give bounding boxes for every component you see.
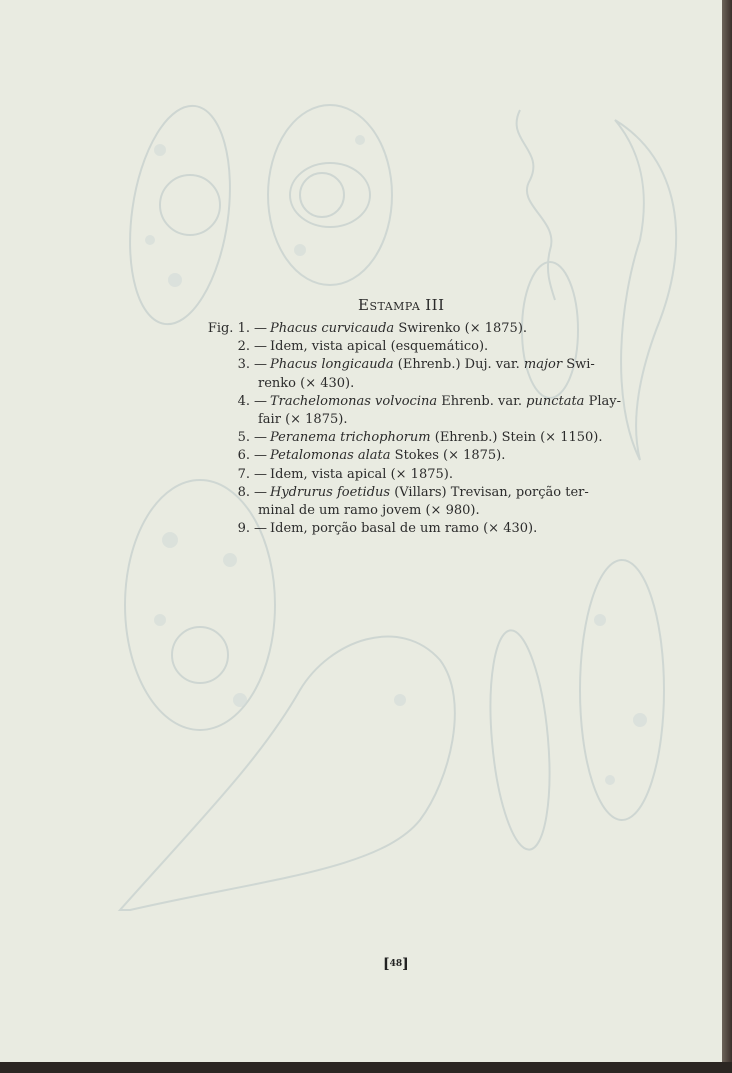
legend-number: 4. bbox=[237, 393, 250, 409]
legend-dash: — bbox=[254, 448, 267, 464]
legend-item-8 bbox=[180, 484, 630, 502]
legend-item-4 bbox=[180, 393, 630, 411]
figure-label: Fig. bbox=[207, 321, 234, 336]
legend-dash: — bbox=[254, 321, 267, 336]
legend-number: 8. bbox=[237, 484, 250, 500]
legend-text: Trachelomonas volvocina Ehrenb. var. punctata Play- bbox=[270, 393, 621, 409]
plate-title-numeral: III bbox=[425, 296, 445, 314]
ghost-cell-6 bbox=[580, 560, 664, 820]
legend-dash: — bbox=[254, 339, 267, 355]
plate-title-word: STAMPA bbox=[369, 300, 421, 313]
species-name: Peranema trichophorum bbox=[270, 430, 431, 446]
legend-number: 2. bbox=[237, 339, 250, 355]
page-edge-shadow bbox=[722, 0, 732, 1073]
page-bottom-edge bbox=[0, 1062, 732, 1073]
legend-dash: — bbox=[254, 357, 267, 373]
legend-item-3 bbox=[180, 356, 630, 374]
species-name: Phacus curvicauda bbox=[270, 321, 395, 336]
figure-legend bbox=[180, 320, 630, 538]
legend-item-5 bbox=[180, 429, 630, 447]
legend-text: Petalomonas alata Stokes (× 1875). bbox=[270, 448, 506, 464]
species-name: Hydrurus foetidus bbox=[270, 484, 391, 500]
legend-item-2 bbox=[180, 338, 630, 356]
legend-item-7 bbox=[180, 466, 630, 484]
ghost-cell-2 bbox=[268, 105, 392, 285]
legend-item-6 bbox=[180, 447, 630, 465]
legend-number: 7. bbox=[237, 466, 250, 482]
species-name: Phacus longicauda bbox=[270, 357, 394, 373]
legend-continuation: fair (× 1875). bbox=[258, 412, 348, 428]
legend-continuation: renko (× 430). bbox=[258, 375, 355, 391]
legend-text: Hydrurus foetidus (Villars) Trevisan, porção ter- bbox=[270, 484, 589, 500]
ghost-cell-4 bbox=[120, 637, 455, 910]
legend-text: Idem, vista apical (× 1875). bbox=[270, 466, 453, 482]
legend-item-1 bbox=[180, 320, 630, 338]
legend-number: 9. bbox=[237, 521, 250, 537]
legend-text: Phacus curvicauda Swirenko (× 1875). bbox=[270, 321, 528, 336]
ghost-cell-1 bbox=[117, 99, 243, 330]
variety-name: punctata bbox=[526, 393, 585, 409]
legend-number: 6. bbox=[237, 448, 250, 464]
legend-text: Peranema trichophorum (Ehrenb.) Stein (× 1150). bbox=[270, 430, 603, 446]
species-name: Trachelomonas volvocina bbox=[270, 393, 438, 409]
legend-dash: — bbox=[254, 466, 267, 482]
species-name: Petalomonas alata bbox=[270, 448, 391, 464]
legend-dash: — bbox=[254, 521, 267, 537]
plate-title bbox=[358, 296, 445, 314]
legend-number: Fig. 1. bbox=[207, 321, 250, 336]
legend-dash: — bbox=[254, 430, 267, 446]
page-number: [48] bbox=[383, 956, 409, 972]
legend-text: Phacus longicauda (Ehrenb.) Duj. var. major Swi- bbox=[270, 357, 595, 373]
legend-item-9 bbox=[180, 520, 630, 538]
legend-dash: — bbox=[254, 393, 267, 409]
legend-continuation: minal de um ramo jovem (× 980). bbox=[258, 503, 480, 519]
plate-title-initial: E bbox=[358, 296, 370, 314]
legend-number: 5. bbox=[237, 430, 250, 446]
ghost-cell-5 bbox=[483, 628, 558, 852]
legend-number: 3. bbox=[237, 357, 250, 373]
variety-name: major bbox=[523, 357, 563, 373]
legend-text: Idem, vista apical (esquemático). bbox=[270, 339, 489, 355]
legend-dash: — bbox=[254, 484, 267, 500]
legend-text: Idem, porção basal de um ramo (× 430). bbox=[270, 521, 538, 537]
